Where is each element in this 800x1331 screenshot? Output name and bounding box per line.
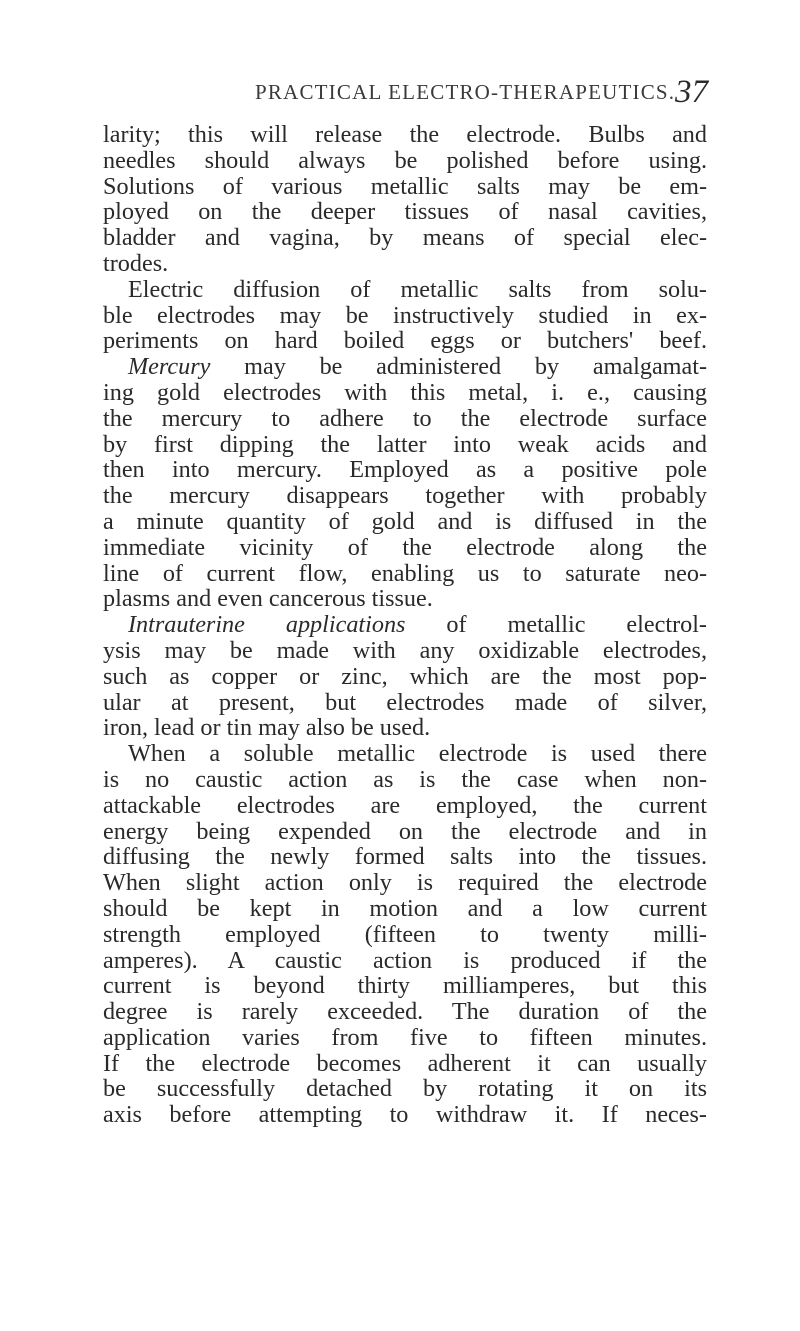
text-line: line of current flow, enabling us to saturate neo- — [103, 559, 707, 587]
text-line: ing gold electrodes with this metal, i. e., causing — [103, 378, 707, 406]
text-span: may be administered by amalgamat- — [210, 353, 707, 381]
text-line: attackable electrodes are employed, the current — [103, 791, 707, 819]
text-line: bladder and vagina, by means of special elec- — [103, 224, 707, 252]
italic-term: Mercury — [128, 353, 211, 381]
text-line: by first dipping the latter into weak acids and — [103, 430, 707, 458]
text-line — [103, 354, 707, 380]
text-line: should be kept in motion and a low current — [103, 894, 707, 922]
text-line: immediate vicinity of the electrode along the — [103, 533, 707, 561]
text-line: periments on hard boiled eggs or butchers' beef. — [103, 327, 707, 355]
text-line: iron, lead or tin may also be used. — [103, 714, 431, 742]
text-line: current is beyond thirty milliamperes, but this — [103, 972, 707, 1000]
body-text — [103, 122, 707, 1128]
text-line: ployed on the deeper tissues of nasal cavities, — [103, 198, 707, 226]
text-line: When slight action only is required the electrode — [103, 869, 707, 897]
text-line: Solutions of various metallic salts may be em- — [103, 172, 707, 200]
text-line: axis before attempting to withdraw it. If neces- — [103, 1101, 707, 1129]
text-line: is no caustic action as is the case when non- — [103, 765, 707, 793]
text-line — [103, 612, 707, 638]
text-line: Electric diffusion of metallic salts from solu- — [128, 275, 707, 303]
text-line: be successfully detached by rotating it on its — [103, 1075, 707, 1103]
text-line: diffusing the newly formed salts into the tissues. — [103, 843, 707, 871]
text-line: the mercury disappears together with probably — [103, 482, 707, 510]
text-line: then into mercury. Employed as a positive pole — [103, 456, 707, 484]
text-line: larity; this will release the electrode. Bulbs and — [103, 121, 707, 148]
text-span: of metallic electrol- — [405, 611, 707, 639]
text-line: energy being expended on the electrode and in — [103, 817, 707, 845]
text-line: strength employed (fifteen to twenty milli- — [103, 920, 707, 948]
running-title: PRACTICAL ELECTRO-THERAPEUTICS. — [255, 80, 676, 104]
italic-term: Intrauterine applications — [128, 611, 406, 639]
text-line: ysis may be made with any oxidizable electrodes, — [103, 636, 707, 664]
text-line: application varies from five to fifteen minutes. — [103, 1023, 707, 1051]
page-number: 37 — [675, 74, 708, 110]
text-line: such as copper or zinc, which are the most pop- — [103, 662, 707, 690]
text-line: degree is rarely exceeded. The duration of the — [103, 998, 707, 1026]
text-line: the mercury to adhere to the electrode surface — [103, 404, 707, 432]
text-line: ble electrodes may be instructively studied in ex- — [103, 301, 707, 329]
text-line: plasms and even cancerous tissue. — [103, 585, 433, 613]
text-line: amperes). A caustic action is produced if the — [103, 946, 707, 974]
text-line: needles should always be polished before using. — [103, 146, 707, 174]
text-line: When a soluble metallic electrode is used there — [128, 740, 707, 768]
text-line: a minute quantity of gold and is diffused in the — [103, 507, 707, 535]
text-line: ular at present, but electrodes made of silver, — [103, 688, 707, 716]
text-line: If the electrode becomes adherent it can usually — [103, 1049, 707, 1077]
page-header — [255, 76, 710, 112]
text-line: trodes. — [103, 249, 169, 277]
